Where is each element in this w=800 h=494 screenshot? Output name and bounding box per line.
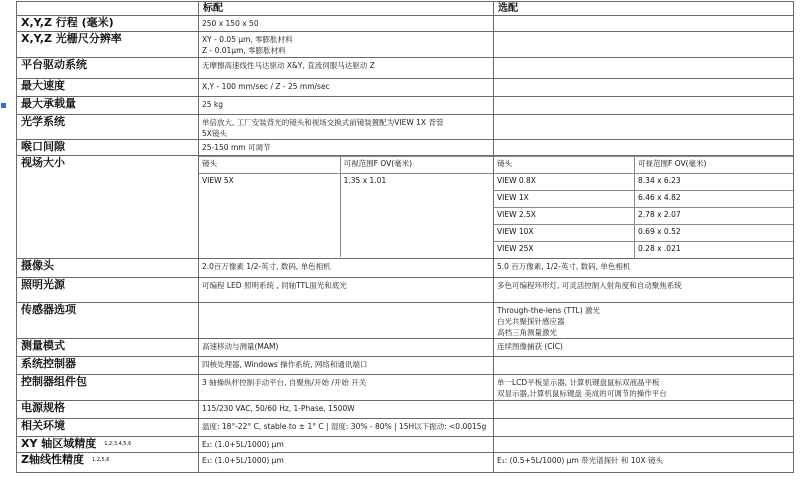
- standard-value: [199, 357, 494, 375]
- spec-row: [17, 97, 794, 115]
- fov-standard-cell: [199, 156, 494, 259]
- standard-value: [199, 419, 494, 437]
- standard-value-line: 温度: 18°-22° C, stable to ± 1° C | 湿度: 30% - 80% | 15H以下振动: <0.0015g: [202, 422, 487, 431]
- standard-value-line: Z - 0.01μm, 零膨胀材料: [202, 46, 286, 55]
- fov-lens: VIEW 5X: [199, 174, 340, 210]
- spec-row: [17, 278, 794, 303]
- fov-row: [494, 174, 793, 191]
- optional-value: [494, 79, 794, 97]
- optional-value: [494, 278, 794, 303]
- fov-range: 1.35 x 1.01: [340, 174, 493, 210]
- spec-row: [17, 339, 794, 357]
- standard-value: [199, 401, 494, 419]
- fov-range: 0.28 x .021: [635, 242, 793, 259]
- optional-value: [494, 419, 794, 437]
- standard-value-line: XY - 0.05 μm, 零膨胀材料: [202, 35, 293, 44]
- standard-value: [199, 259, 494, 278]
- fov-range: 6.46 x 4.82: [635, 191, 793, 208]
- row-label-text: X,Y,Z 行程 (毫米): [21, 16, 114, 29]
- optional-value-line: 双显示器,计算机鼠标键盘 美成的可调节的操作平台: [497, 389, 667, 398]
- optional-value: [494, 259, 794, 278]
- fov-lens: VIEW 1X: [494, 191, 635, 208]
- standard-value: [199, 58, 494, 79]
- row-label: [17, 140, 199, 156]
- optional-value-line: 白光共聚探针感应器: [497, 317, 565, 326]
- standard-value-line: 高速移动与测量(MAM): [202, 342, 279, 351]
- row-label-text: 测量模式: [21, 339, 65, 352]
- row-label-text: 传感器选项: [21, 303, 76, 316]
- standard-value-line: X,Y - 100 mm/sec / Z - 25 mm/sec: [202, 82, 330, 91]
- fov-header-row: [199, 157, 493, 174]
- standard-value-line: 单倍放大, 工厂安装背光的镜头和视场交换式前镜装置配为VIEW 1X 背管: [202, 118, 444, 127]
- fov-lens: VIEW 10X: [494, 225, 635, 242]
- fov-range-header: 可视范围F OV(毫米): [340, 157, 493, 174]
- fov-range-header: 可视范围F OV(毫米): [635, 157, 793, 174]
- row-label: [17, 437, 199, 453]
- footnote-refs: 1,2,5,6: [91, 457, 110, 463]
- standard-value: [199, 339, 494, 357]
- spec-row: [17, 375, 794, 401]
- row-label-text: 系统控制器: [21, 357, 76, 370]
- optional-value: [494, 140, 794, 156]
- optional-value-line: 多色可编程环形灯, 可灵活控制入射角度和自动聚焦系统: [497, 281, 682, 290]
- fov-lens: [199, 209, 340, 225]
- bookmark-marker-icon: [1, 103, 6, 108]
- fov-lens-header: 镜头: [494, 157, 635, 174]
- optional-value-line: 单一LCD平板显示器, 计算机键盘鼠标双液晶平板: [497, 378, 660, 387]
- optional-value: [494, 97, 794, 115]
- standard-value-line: 250 x 150 x 50: [202, 19, 259, 28]
- standard-value: [199, 140, 494, 156]
- standard-value-line: 四核处理器, Windows 操作系统, 网络和通讯端口: [202, 360, 368, 369]
- header-standard: 标配: [199, 2, 494, 16]
- optional-value-line: 高档三角测量激光: [497, 328, 557, 337]
- row-label: [17, 357, 199, 375]
- standard-value: [199, 32, 494, 58]
- standard-value-line: 可编程 LED 照明系统 , 同轴TTL面光和底光: [202, 281, 347, 290]
- row-label: [17, 32, 199, 58]
- header-blank-cell: [17, 2, 199, 16]
- header-optional: 选配: [494, 2, 794, 16]
- row-label: [17, 97, 199, 115]
- standard-value: [199, 453, 494, 473]
- row-label: [17, 278, 199, 303]
- standard-value: [199, 16, 494, 32]
- row-label: [17, 303, 199, 339]
- fov-range: 8.34 x 6.23: [635, 174, 793, 191]
- spec-row: [17, 419, 794, 437]
- fov-lens: VIEW 2.5X: [494, 208, 635, 225]
- spec-row: [17, 115, 794, 140]
- standard-value-line: 25-150 mm 可调节: [202, 143, 271, 152]
- standard-value: [199, 437, 494, 453]
- standard-value-line: 2.0百万像素 1/2-英寸, 数码, 单色相机: [202, 262, 331, 271]
- optional-value-line: 5.0 百万像素, 1/2-英寸, 数码, 单色相机: [497, 262, 631, 271]
- spec-row: [17, 79, 794, 97]
- fov-row: [494, 191, 793, 208]
- optional-value-line: E₁: (0.5+5L/1000) μm 带光谱探针 和 10X 镜头: [497, 456, 663, 465]
- spec-row: [17, 259, 794, 278]
- spec-row: [17, 58, 794, 79]
- fov-lens: [199, 225, 340, 241]
- fov-range: [340, 225, 493, 241]
- spec-row: [17, 453, 794, 473]
- row-label-text: 电源规格: [21, 401, 65, 414]
- row-label: [17, 79, 199, 97]
- spec-row: [17, 140, 794, 156]
- standard-value: [199, 97, 494, 115]
- optional-value-line: 连续图像捕获 (CIC): [497, 342, 563, 351]
- footnote-refs: 1,2,3,4,5,6: [104, 441, 132, 447]
- row-label: [17, 453, 199, 473]
- fov-lens: VIEW 25X: [494, 242, 635, 259]
- row-label: [17, 419, 199, 437]
- optional-value: [494, 437, 794, 453]
- row-label: [17, 259, 199, 278]
- row-label-text: 光学系统: [21, 115, 65, 128]
- optional-value: [494, 58, 794, 79]
- standard-value-line: 无摩擦高速线性马达驱动 X&Y, 直流伺服马达驱动 Z: [202, 61, 375, 70]
- fov-row: [199, 225, 493, 241]
- fov-standard-table: [199, 156, 493, 257]
- row-label-text: 照明光源: [21, 278, 65, 291]
- spec-table: [16, 1, 794, 473]
- standard-value-line: 3 轴操纵杆控制手动平台, 自聚焦/开始 /开始 开关: [202, 378, 367, 387]
- fov-row: [199, 174, 493, 210]
- fov-range: [340, 209, 493, 225]
- optional-value: [494, 357, 794, 375]
- fov-range: [340, 241, 493, 257]
- row-label-text: XY 轴区域精度: [21, 437, 97, 450]
- fov-range: 0.69 x 0.52: [635, 225, 793, 242]
- row-label: [17, 16, 199, 32]
- row-label: [17, 375, 199, 401]
- standard-value-line: E₂: (1.0+5L/1000) μm: [202, 440, 284, 449]
- row-label-text: X,Y,Z 光栅尺分辨率: [21, 32, 122, 45]
- fov-row: [199, 209, 493, 225]
- row-label: [17, 339, 199, 357]
- optional-value: [494, 453, 794, 473]
- standard-value: [199, 79, 494, 97]
- standard-value-line: E₁: (1.0+5L/1000) μm: [202, 456, 284, 465]
- row-label-text: 控制器组件包: [21, 375, 87, 388]
- fov-header-row: [494, 157, 793, 174]
- standard-value: [199, 375, 494, 401]
- row-label-text: 喉口间隙: [21, 140, 65, 153]
- fov-row: [494, 242, 793, 259]
- spec-row: [17, 401, 794, 419]
- standard-value-line: 115/230 VAC, 50/60 Hz, 1-Phase, 1500W: [202, 404, 355, 413]
- row-label: [17, 58, 199, 79]
- row-label-text: 摄像头: [21, 259, 54, 272]
- spec-row: [17, 32, 794, 58]
- standard-value: [199, 115, 494, 140]
- optional-value: [494, 375, 794, 401]
- fov-row: [199, 241, 493, 257]
- fov-lens-header: 镜头: [199, 157, 340, 174]
- spec-row: [17, 437, 794, 453]
- optional-value: [494, 339, 794, 357]
- standard-value: [199, 303, 494, 339]
- row-label-text: 相关环境: [21, 419, 65, 432]
- optional-value: [494, 16, 794, 32]
- fov-row: [494, 225, 793, 242]
- row-label-text: 最大承载量: [21, 97, 76, 110]
- optional-value: [494, 115, 794, 140]
- fov-optional-table: [494, 156, 793, 258]
- spec-row: [17, 16, 794, 32]
- standard-value-line: 25 kg: [202, 100, 224, 109]
- row-label: 视场大小: [17, 156, 199, 259]
- row-label: [17, 401, 199, 419]
- spec-row: [17, 303, 794, 339]
- row-label: [17, 115, 199, 140]
- row-label-text: 平台驱动系统: [21, 58, 87, 71]
- fov-row-group: [17, 156, 794, 259]
- fov-lens: VIEW 0.8X: [494, 174, 635, 191]
- header-row: [17, 2, 794, 16]
- spec-row: [17, 357, 794, 375]
- standard-value-line: 5X镜头: [202, 129, 227, 138]
- optional-value: [494, 32, 794, 58]
- fov-lens: [199, 241, 340, 257]
- standard-value: [199, 278, 494, 303]
- row-label-text: Z轴线性精度: [21, 453, 84, 466]
- optional-value: [494, 303, 794, 339]
- row-label-text: 最大速度: [21, 79, 65, 92]
- optional-value-line: Through-the-lens (TTL) 激光: [497, 306, 601, 315]
- optional-value: [494, 401, 794, 419]
- fov-optional-cell: [494, 156, 794, 259]
- fov-row: [494, 208, 793, 225]
- fov-range: 2.78 x 2.07: [635, 208, 793, 225]
